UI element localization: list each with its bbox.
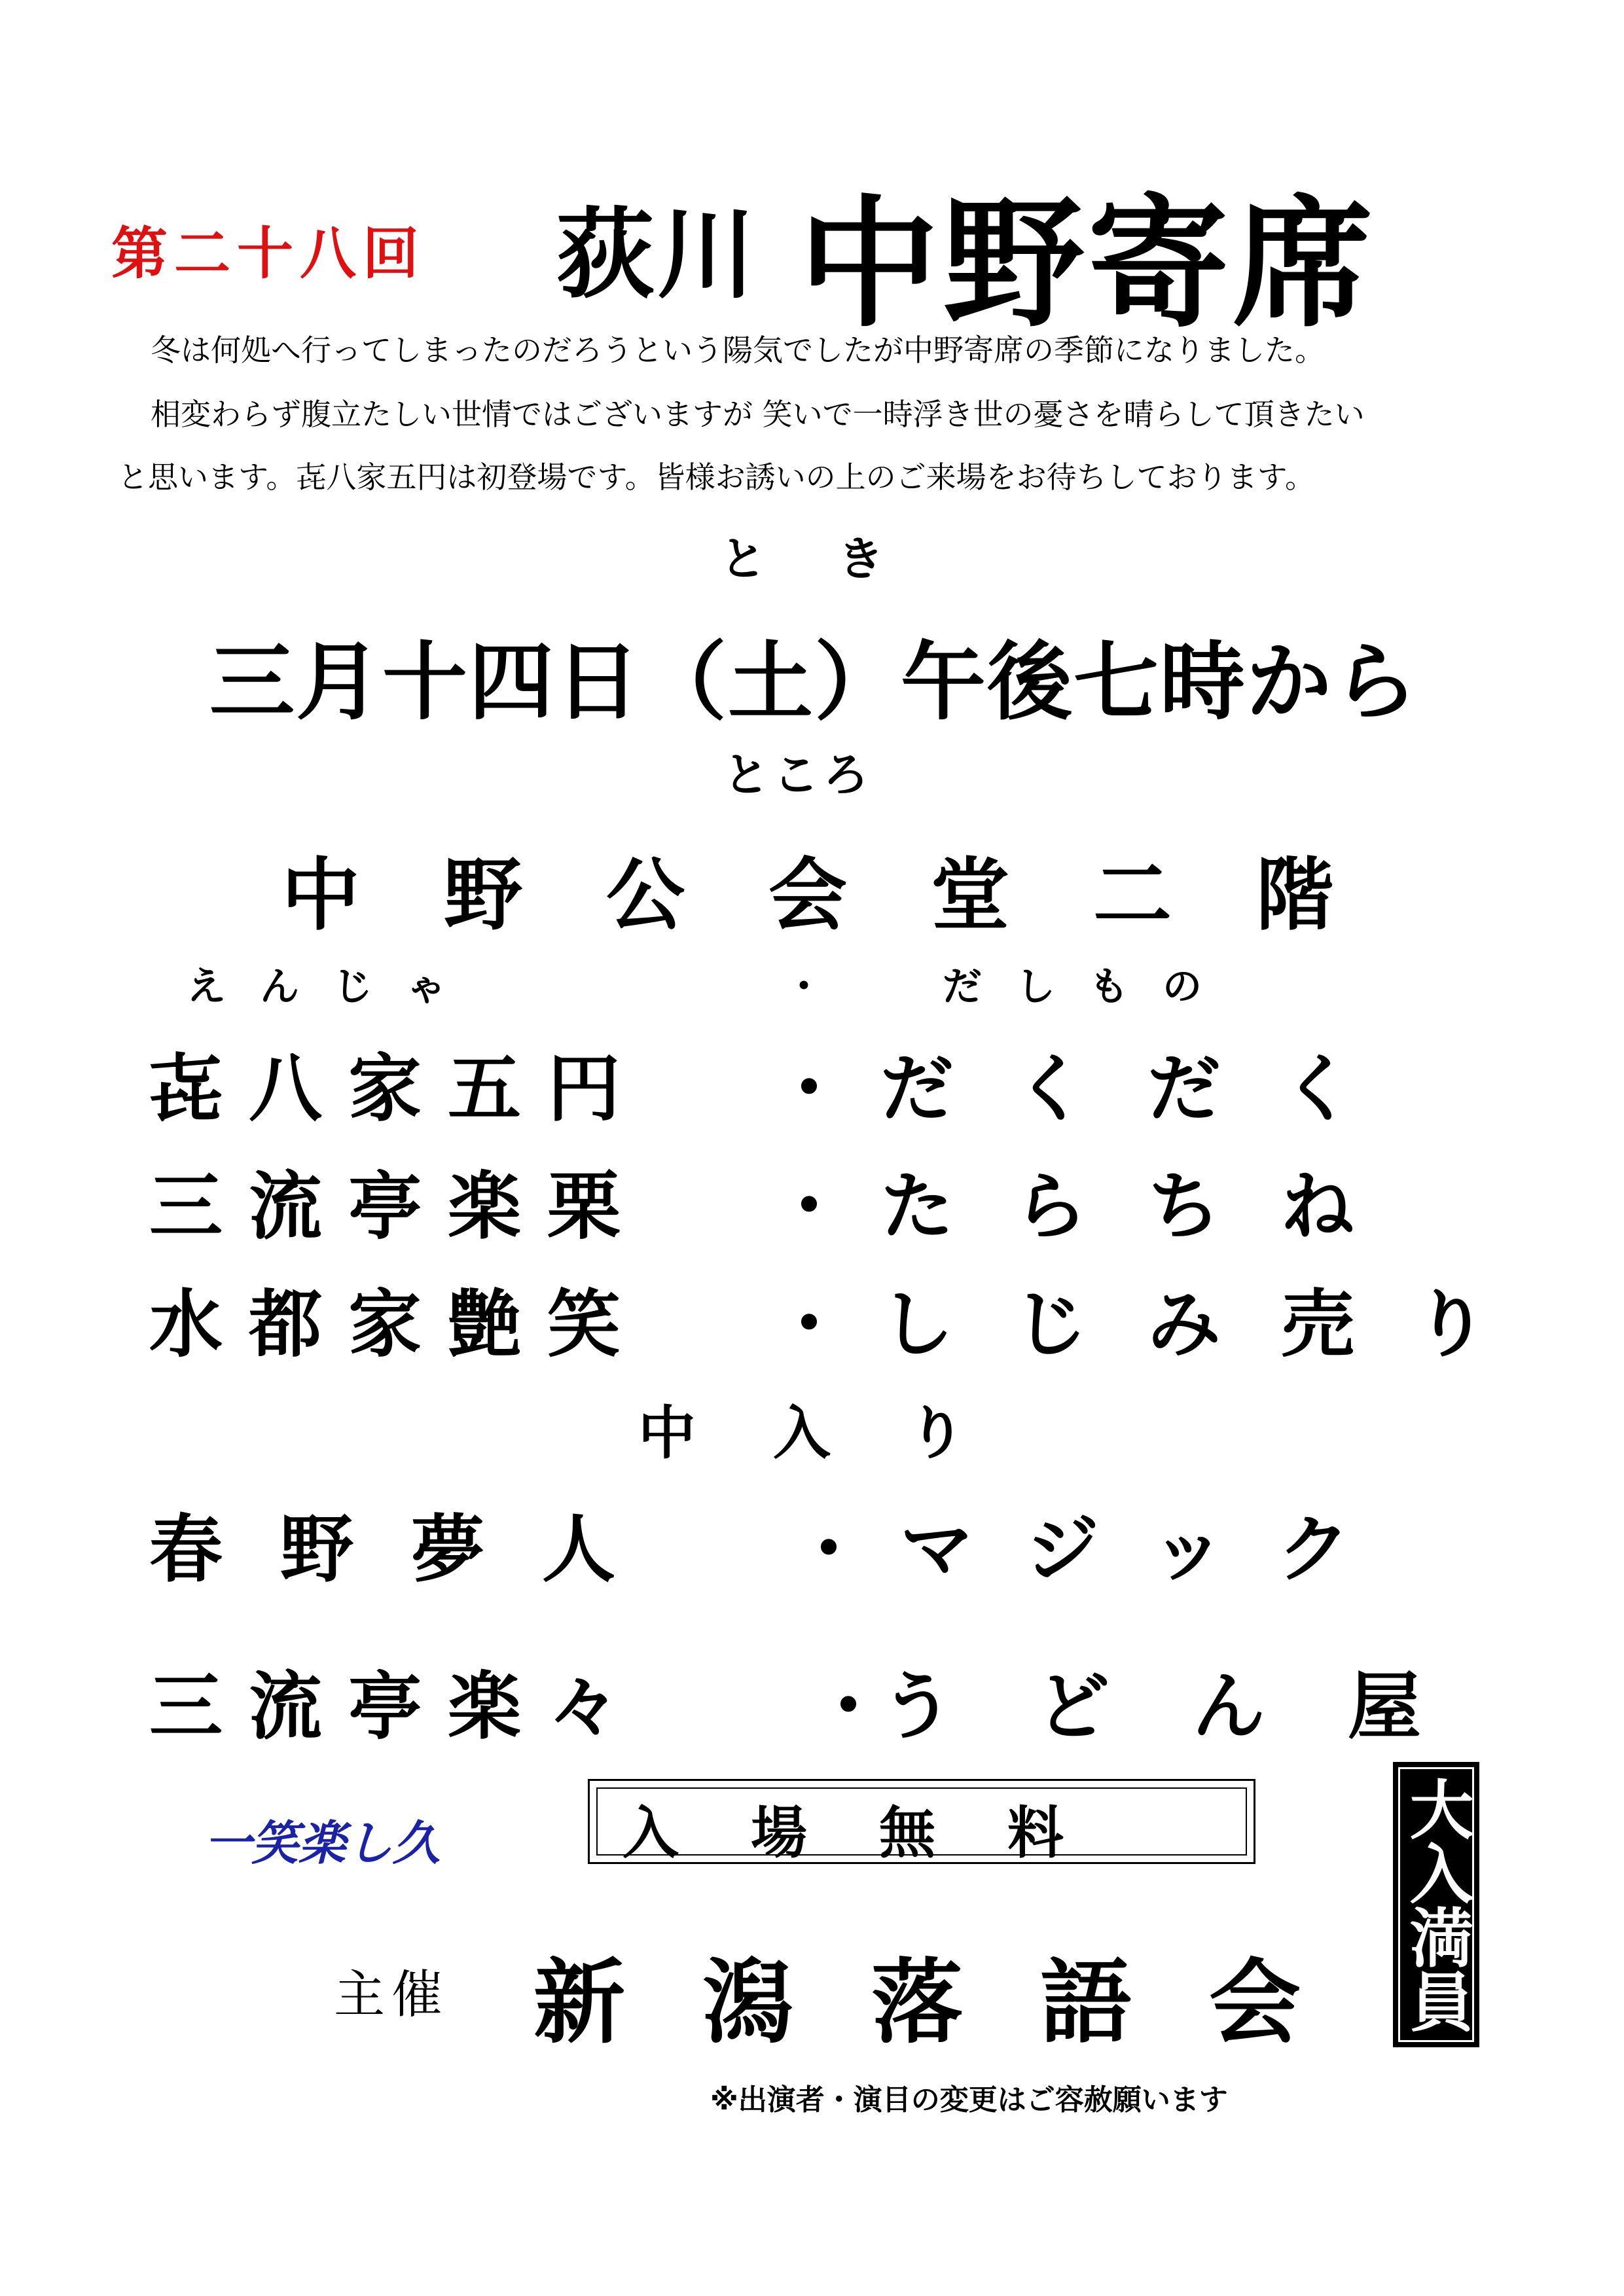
program-title: マジック: [900, 1507, 1403, 1592]
program-title: しじみ売り: [880, 1282, 1548, 1367]
slogan: 一笑楽し久: [204, 1816, 441, 1871]
performer-column-header: えんじゃ: [187, 964, 480, 1010]
where-label: ところ: [723, 748, 873, 802]
program-title: うどん屋: [880, 1664, 1504, 1749]
performer-name: 三流亭楽々: [149, 1664, 647, 1749]
title-prefix: 荻川: [556, 198, 759, 312]
row-separator: ・: [772, 1164, 846, 1249]
admission-free-label: 入場無料: [623, 1800, 1136, 1866]
event-venue: 中野公会堂二階: [281, 850, 1418, 941]
edition-number: 第二十八回: [111, 221, 425, 287]
intermission-label: 中入り: [638, 1399, 1043, 1467]
event-date: 三月十四日（土）午後七時から: [209, 632, 1420, 732]
program-title: たらちね: [880, 1164, 1415, 1249]
row-separator: ・: [772, 1047, 846, 1132]
organizer-label: 主催: [334, 1965, 450, 2024]
column-separator: ・: [784, 964, 857, 1010]
row-separator: ・: [792, 1507, 865, 1592]
performer-name: 㐂八家五円: [149, 1047, 647, 1132]
full-house-stamp: [1393, 1762, 1479, 2047]
intro-line-2: 相変わらず腹立たしい世情ではございますが 笑いで一時浮き世の憂さを晴らして頂きたい: [151, 397, 1365, 432]
full-house-frame: [1398, 1767, 1474, 2042]
row-separator: ・: [812, 1664, 885, 1749]
row-separator: ・: [772, 1282, 846, 1367]
event-title: 中野寄席: [799, 182, 1377, 346]
intro-line-1: 冬は何処へ行ってしまったのだろうという陽気でしたが中野寄席の季節になりました。: [151, 332, 1325, 368]
performer-name: 三流亭楽栗: [149, 1164, 647, 1249]
organizer-name: 新潟落語会: [533, 1949, 1379, 2056]
performer-name: 春野夢人: [149, 1507, 673, 1592]
program-title: だくだく: [880, 1047, 1415, 1132]
admission-box: [588, 1779, 1255, 1864]
change-notice: ※出演者・演目の変更はご容赦願います: [710, 2083, 1228, 2117]
performer-name: 水都家艶笑: [149, 1282, 647, 1367]
full-house-text: 大入満員: [1399, 1776, 1473, 2033]
program-column-header: だしもの: [943, 964, 1236, 1010]
intro-line-3: と思います。㐂八家五円は初登場です。皆様お誘いの上のご来場をお待ちしております。: [118, 459, 1315, 495]
when-label: とき: [720, 532, 956, 586]
